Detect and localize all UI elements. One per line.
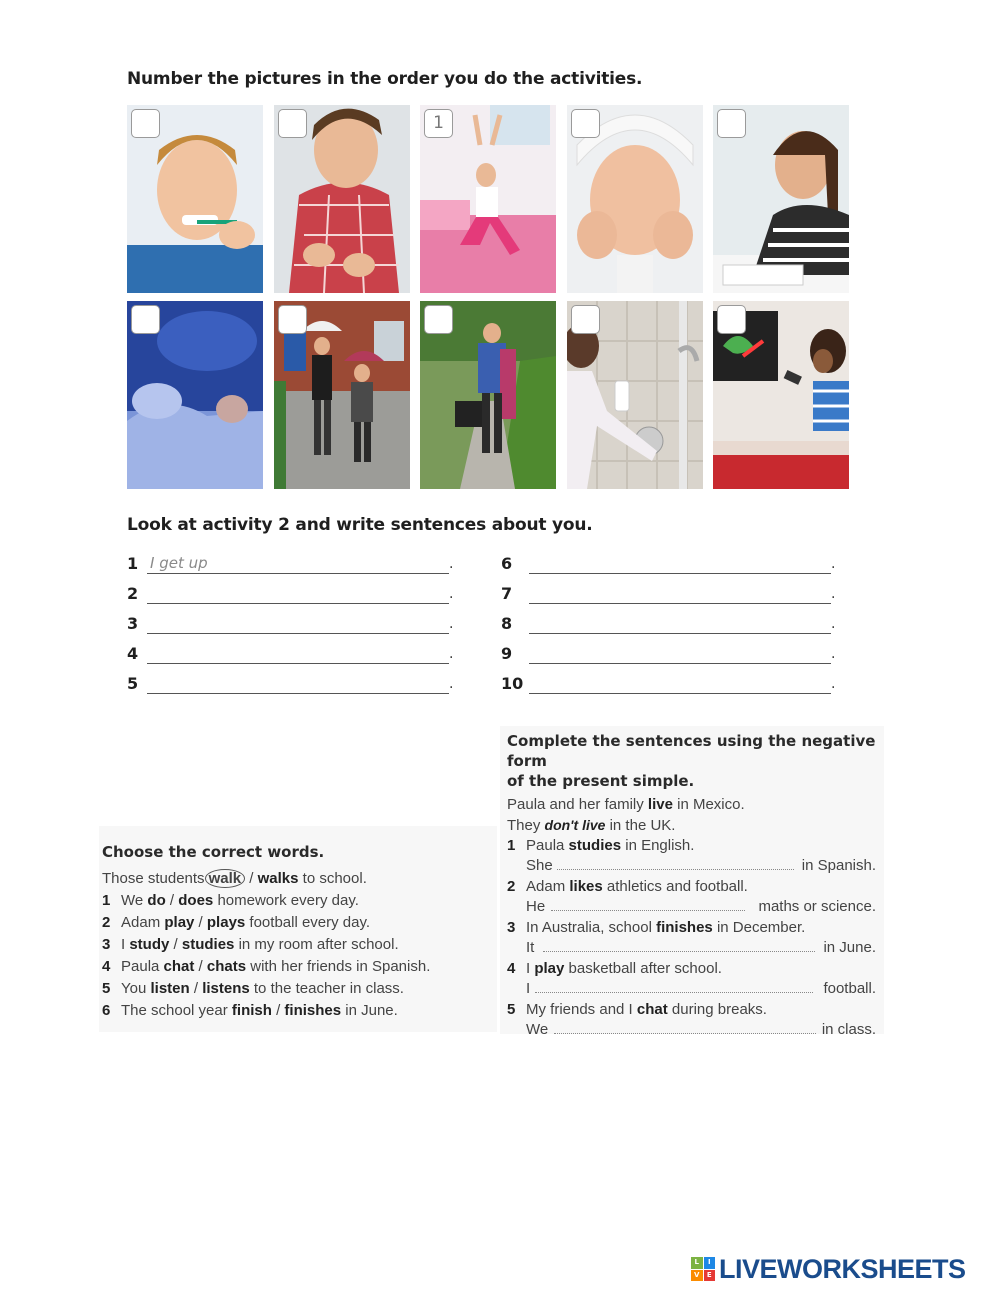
period: . — [449, 676, 454, 692]
item-answer-line — [507, 1020, 876, 1040]
picture-2-number-box[interactable] — [278, 109, 307, 138]
picture-watching-tv — [713, 301, 849, 489]
item-text-end: homework every day. — [217, 892, 359, 909]
item-text: Adam — [121, 914, 161, 931]
example-answer: don't live — [544, 817, 606, 833]
activity4-title-line2: of the present simple. — [507, 772, 695, 790]
option-listens[interactable]: listens — [202, 980, 250, 997]
option-studies[interactable]: studies — [181, 936, 235, 953]
picture-7-number-box[interactable] — [278, 305, 307, 334]
option-play[interactable]: play — [164, 914, 195, 931]
item-number: 2 — [507, 878, 516, 895]
answer-end: in class. — [821, 1021, 876, 1038]
item-prompt — [507, 958, 876, 979]
period: . — [831, 586, 836, 602]
option-finish[interactable]: finish — [231, 1002, 272, 1019]
option-does[interactable]: does — [178, 892, 214, 909]
sentence-number: 4 — [127, 644, 139, 663]
example-text-end: to school. — [302, 870, 367, 887]
period: . — [449, 586, 454, 602]
item-verb: studies — [568, 837, 622, 854]
option-chat[interactable]: chat — [163, 958, 195, 975]
example-option-walks[interactable]: walks — [257, 870, 299, 887]
choice-item-2: 2 Adam play / plays football every day. — [102, 912, 497, 934]
item-verb: play — [534, 960, 565, 977]
answer-subject: He — [526, 898, 546, 915]
item-number: 3 — [507, 919, 516, 936]
answer-subject: We — [526, 1021, 549, 1038]
picture-4-number-box[interactable] — [571, 109, 600, 138]
item-text-end: with her friends in Spanish. — [250, 958, 431, 975]
activity2-title: Look at activity 2 and write sentences about you. — [127, 515, 593, 535]
sentence-number: 6 — [501, 554, 513, 573]
item-prompt — [507, 917, 876, 938]
logo-mark-letter: I — [704, 1257, 716, 1269]
item-number: 1 — [507, 837, 516, 854]
period: . — [449, 646, 454, 662]
sentence-line-5 — [127, 674, 457, 698]
sentence-line-3 — [127, 614, 457, 638]
picture-doing-homework — [713, 105, 849, 293]
item-text: Paula — [526, 837, 565, 854]
sentence-line-8 — [501, 614, 841, 638]
activity1-title: Number the pictures in the order you do the activities. — [127, 69, 643, 89]
option-study[interactable]: study — [129, 936, 170, 953]
sentence-line-1 — [127, 554, 457, 578]
period: . — [449, 616, 454, 632]
choice-item-6: 6 The school year finish / finishes in June. — [102, 1000, 497, 1022]
sentence-number: 1 — [127, 554, 139, 573]
item-text: You — [121, 980, 147, 997]
choice-item-5: 5 You listen / listens to the teacher in class. — [102, 978, 497, 1000]
item-prompt — [507, 999, 876, 1020]
picture-6-number-box[interactable] — [131, 305, 160, 334]
option-finishes[interactable]: finishes — [284, 1002, 342, 1019]
sentence-line-4 — [127, 644, 457, 668]
sentence-input-6[interactable] — [529, 554, 831, 574]
logo-mark-letter: V — [691, 1270, 703, 1282]
logo-icon — [691, 1257, 715, 1281]
sentence-number: 5 — [127, 674, 139, 693]
item-text-end: basketball after school. — [568, 960, 722, 977]
item-text: Adam — [526, 878, 566, 895]
example-text-end: in Mexico. — [677, 796, 745, 813]
answer-subject: I — [526, 980, 531, 997]
sentence-number: 2 — [127, 584, 139, 603]
item-text-end: to the teacher in class. — [253, 980, 404, 997]
logo-mark-letter: L — [691, 1257, 703, 1269]
sentence-number: 9 — [501, 644, 513, 663]
negative-item-3 — [507, 917, 876, 958]
picture-8-number-box[interactable] — [424, 305, 453, 334]
example-text: Those students — [102, 870, 205, 887]
option-chats[interactable]: chats — [206, 958, 247, 975]
item-number: 1 — [102, 892, 111, 909]
example-text: Paula and her family — [507, 796, 644, 813]
item-text: My friends and I — [526, 1001, 633, 1018]
negative-item-1 — [507, 836, 876, 876]
item-text: Paula — [121, 958, 160, 975]
sentence-number: 3 — [127, 614, 139, 633]
item-answer-line — [507, 979, 876, 999]
logo-text: LIVEWORKSHEETS — [719, 1253, 966, 1284]
negative-item-2 — [507, 876, 876, 917]
picture-10-number-box[interactable] — [717, 305, 746, 334]
sentence-number: 8 — [501, 614, 513, 633]
item-verb: likes — [569, 878, 603, 895]
answer-end: in Spanish. — [801, 857, 876, 874]
item-verb: chat — [636, 1001, 668, 1018]
sentence-line-9 — [501, 644, 841, 668]
activity3-panel — [99, 826, 497, 1032]
item-prompt — [507, 876, 876, 897]
item-text-end: athletics and football. — [606, 878, 748, 895]
item-number: 2 — [102, 914, 111, 931]
item-number: 3 — [102, 936, 111, 953]
item-number: 5 — [507, 1001, 516, 1018]
picture-walking-to-school — [274, 301, 410, 489]
item-number: 5 — [102, 980, 111, 997]
logo-mark-letter: E — [704, 1270, 716, 1282]
choice-item-4: 4 Paula chat / chats with her friends in Spanish. — [102, 956, 497, 978]
answer-input-1[interactable] — [557, 869, 794, 870]
item-verb: finishes — [656, 919, 713, 936]
example-text-end: in the UK. — [609, 817, 676, 834]
option-plays[interactable]: plays — [206, 914, 246, 931]
activity4-example-1 — [507, 795, 876, 815]
item-answer-line — [507, 897, 876, 917]
item-text-end: in my room after school. — [238, 936, 399, 953]
item-text: We — [121, 892, 144, 909]
sentence-number: 7 — [501, 584, 513, 603]
choice-item-3: 3 I study / studies in my room after school. — [102, 934, 497, 956]
sentence-input-3[interactable] — [147, 614, 449, 634]
picture-3-number-box[interactable]: 1 — [424, 109, 453, 138]
sentence-input-10[interactable] — [529, 674, 831, 694]
picture-shower — [567, 301, 703, 489]
picture-1-number-box[interactable] — [131, 109, 160, 138]
negative-item-4 — [507, 958, 876, 999]
picture-getting-up — [420, 105, 556, 293]
period: . — [831, 676, 836, 692]
item-text-end: during breaks. — [671, 1001, 767, 1018]
sentence-input-9[interactable] — [529, 644, 831, 664]
item-text: In Australia, school — [526, 919, 652, 936]
answer-end: maths or science. — [758, 898, 876, 915]
item-text: The school year — [121, 1002, 228, 1019]
answer-end: football. — [823, 980, 876, 997]
sentence-input-7[interactable] — [529, 584, 831, 604]
activity4-panel — [500, 726, 884, 1038]
activity4-example-2 — [507, 815, 876, 836]
negative-item-5 — [507, 999, 876, 1040]
sentence-input-4[interactable] — [147, 644, 449, 664]
answer-input-4[interactable] — [535, 992, 813, 993]
item-answer-line — [507, 856, 876, 876]
sentence-line-2 — [127, 584, 457, 608]
sentence-input-8[interactable] — [529, 614, 831, 634]
example-text: They — [507, 817, 541, 834]
sentence-line-10 — [501, 674, 841, 698]
period: . — [831, 556, 836, 572]
activity4-title-line1: Complete the sentences using the negative form — [507, 732, 876, 770]
liveworksheets-logo — [691, 1254, 966, 1284]
picture-9-number-box[interactable] — [571, 305, 600, 334]
item-text: I — [121, 936, 126, 953]
item-text-end: in December. — [716, 919, 806, 936]
sentence-input-2[interactable] — [147, 584, 449, 604]
item-number: 6 — [102, 1002, 111, 1019]
answer-subject: She — [526, 857, 553, 874]
picture-coming-home — [420, 301, 556, 489]
sentence-line-6 — [501, 554, 841, 578]
choice-item-1: 1 We do / does homework every day. — [102, 890, 497, 912]
activity3-title: Choose the correct words. — [102, 843, 325, 861]
period: . — [831, 646, 836, 662]
sentence-line-7 — [501, 584, 841, 608]
picture-5-number-box[interactable] — [717, 109, 746, 138]
example-option-walk[interactable]: walk — [205, 869, 246, 888]
sentence-number: 10 — [501, 674, 524, 693]
slash: / — [249, 870, 254, 887]
example-verb: live — [647, 796, 673, 813]
picture-buttoning-shirt — [274, 105, 410, 293]
item-prompt — [507, 836, 876, 856]
picture-washing-face — [567, 105, 703, 293]
picture-brushing-teeth — [127, 105, 263, 293]
answer-input-5[interactable] — [554, 1033, 816, 1034]
item-text: I — [526, 960, 531, 977]
option-do[interactable]: do — [147, 892, 166, 909]
answer-subject: It — [526, 939, 535, 956]
item-text-end: in English. — [625, 837, 695, 854]
period: . — [831, 616, 836, 632]
item-answer-line — [507, 938, 876, 958]
option-listen[interactable]: listen — [150, 980, 190, 997]
answer-input-3[interactable] — [543, 951, 815, 952]
answer-input-2[interactable] — [551, 910, 745, 911]
answer-end: in June. — [823, 939, 876, 956]
item-text-end: football every day. — [249, 914, 371, 931]
sentence-input-1[interactable]: I get up — [147, 554, 449, 574]
period: . — [449, 556, 454, 572]
item-number: 4 — [507, 960, 516, 977]
item-text-end: in June. — [345, 1002, 398, 1019]
picture-grid — [127, 105, 849, 489]
picture-sleeping — [127, 301, 263, 489]
item-number: 4 — [102, 958, 111, 975]
activity3-example — [102, 868, 497, 890]
sentence-input-5[interactable] — [147, 674, 449, 694]
